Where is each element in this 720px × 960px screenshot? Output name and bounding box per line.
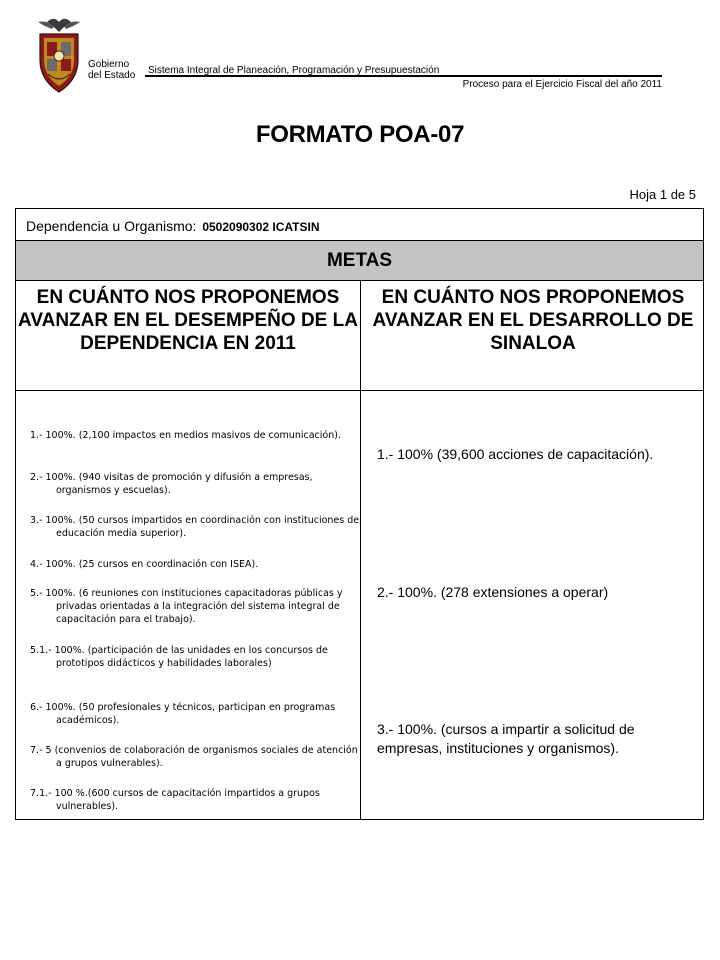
government-label-line2: del Estado — [88, 70, 136, 81]
list-item: 7.- 5 (convenios de colaboración de organismos sociales de atención a grupos vulnerables). — [30, 745, 358, 769]
state-seal — [34, 12, 84, 98]
list-item: 6.- 100%. (50 profesionales y técnicos, participan en programas académicos). — [30, 702, 336, 726]
list-item: 1.- 100% (39,600 acciones de capacitación). — [377, 446, 654, 462]
column-title-performance: EN CUÁNTO NOS PROPONEMOS AVANZAR EN EL DESEMPEÑO DE LA DEPENDENCIA EN 2011 — [18, 287, 358, 354]
process-title: Proceso para el Ejercicio Fiscal del año 2011 — [462, 79, 662, 90]
list-item: 3.- 100%. (50 cursos impartidos en coordinación con instituciones de educación media superior). — [30, 515, 360, 539]
column-divider — [360, 281, 361, 820]
system-title: Sistema Integral de Planeación, Programación y Presupuestación — [148, 65, 440, 76]
government-label-line1: Gobierno — [88, 59, 130, 70]
list-item: 5.1.- 100%. (participación de las unidades en los concursos de prototipos didácticos y habilidades laborales) — [30, 645, 328, 669]
section-title: METAS — [16, 241, 703, 281]
format-title: FORMATO POA-07 — [255, 121, 465, 148]
dependency-label: Dependencia u Organismo: — [26, 218, 197, 234]
list-item: 3.- 100%. (cursos a impartir a solicitud de empresas, instituciones y organismos). — [377, 721, 635, 756]
dependency-row — [16, 209, 703, 241]
list-item: 5.- 100%. (6 reuniones con instituciones capacitadoras públicas y privadas orientadas a la integración del sistema integral de capacitación para el trabajo). — [30, 588, 343, 625]
state-coat-of-arms-icon — [34, 12, 84, 98]
list-item: 1.- 100%. (2,100 impactos en medios masivos de comunicación). — [30, 430, 341, 441]
goals-form — [15, 208, 704, 820]
government-label — [88, 59, 135, 81]
page-indicator: Hoja 1 de 5 — [629, 187, 696, 202]
list-item: 2.- 100%. (278 extensiones a operar) — [377, 584, 609, 600]
dependency-field — [26, 218, 320, 234]
dependency-code: 0502090302 ICATSIN — [202, 220, 320, 234]
list-item: 4.- 100%. (25 cursos en coordinación con ISEA). — [30, 559, 259, 570]
column-title-development: EN CUÁNTO NOS PROPONEMOS AVANZAR EN EL DESARROLLO DE SINALOA — [372, 287, 694, 354]
header-divider — [145, 75, 662, 77]
list-item: 2.- 100%. (940 visitas de promoción y difusión a empresas, organismos y escuelas). — [30, 472, 313, 496]
list-item: 7.1.- 100 %.(600 cursos de capacitación impartidos a grupos vulnerables). — [30, 788, 320, 812]
